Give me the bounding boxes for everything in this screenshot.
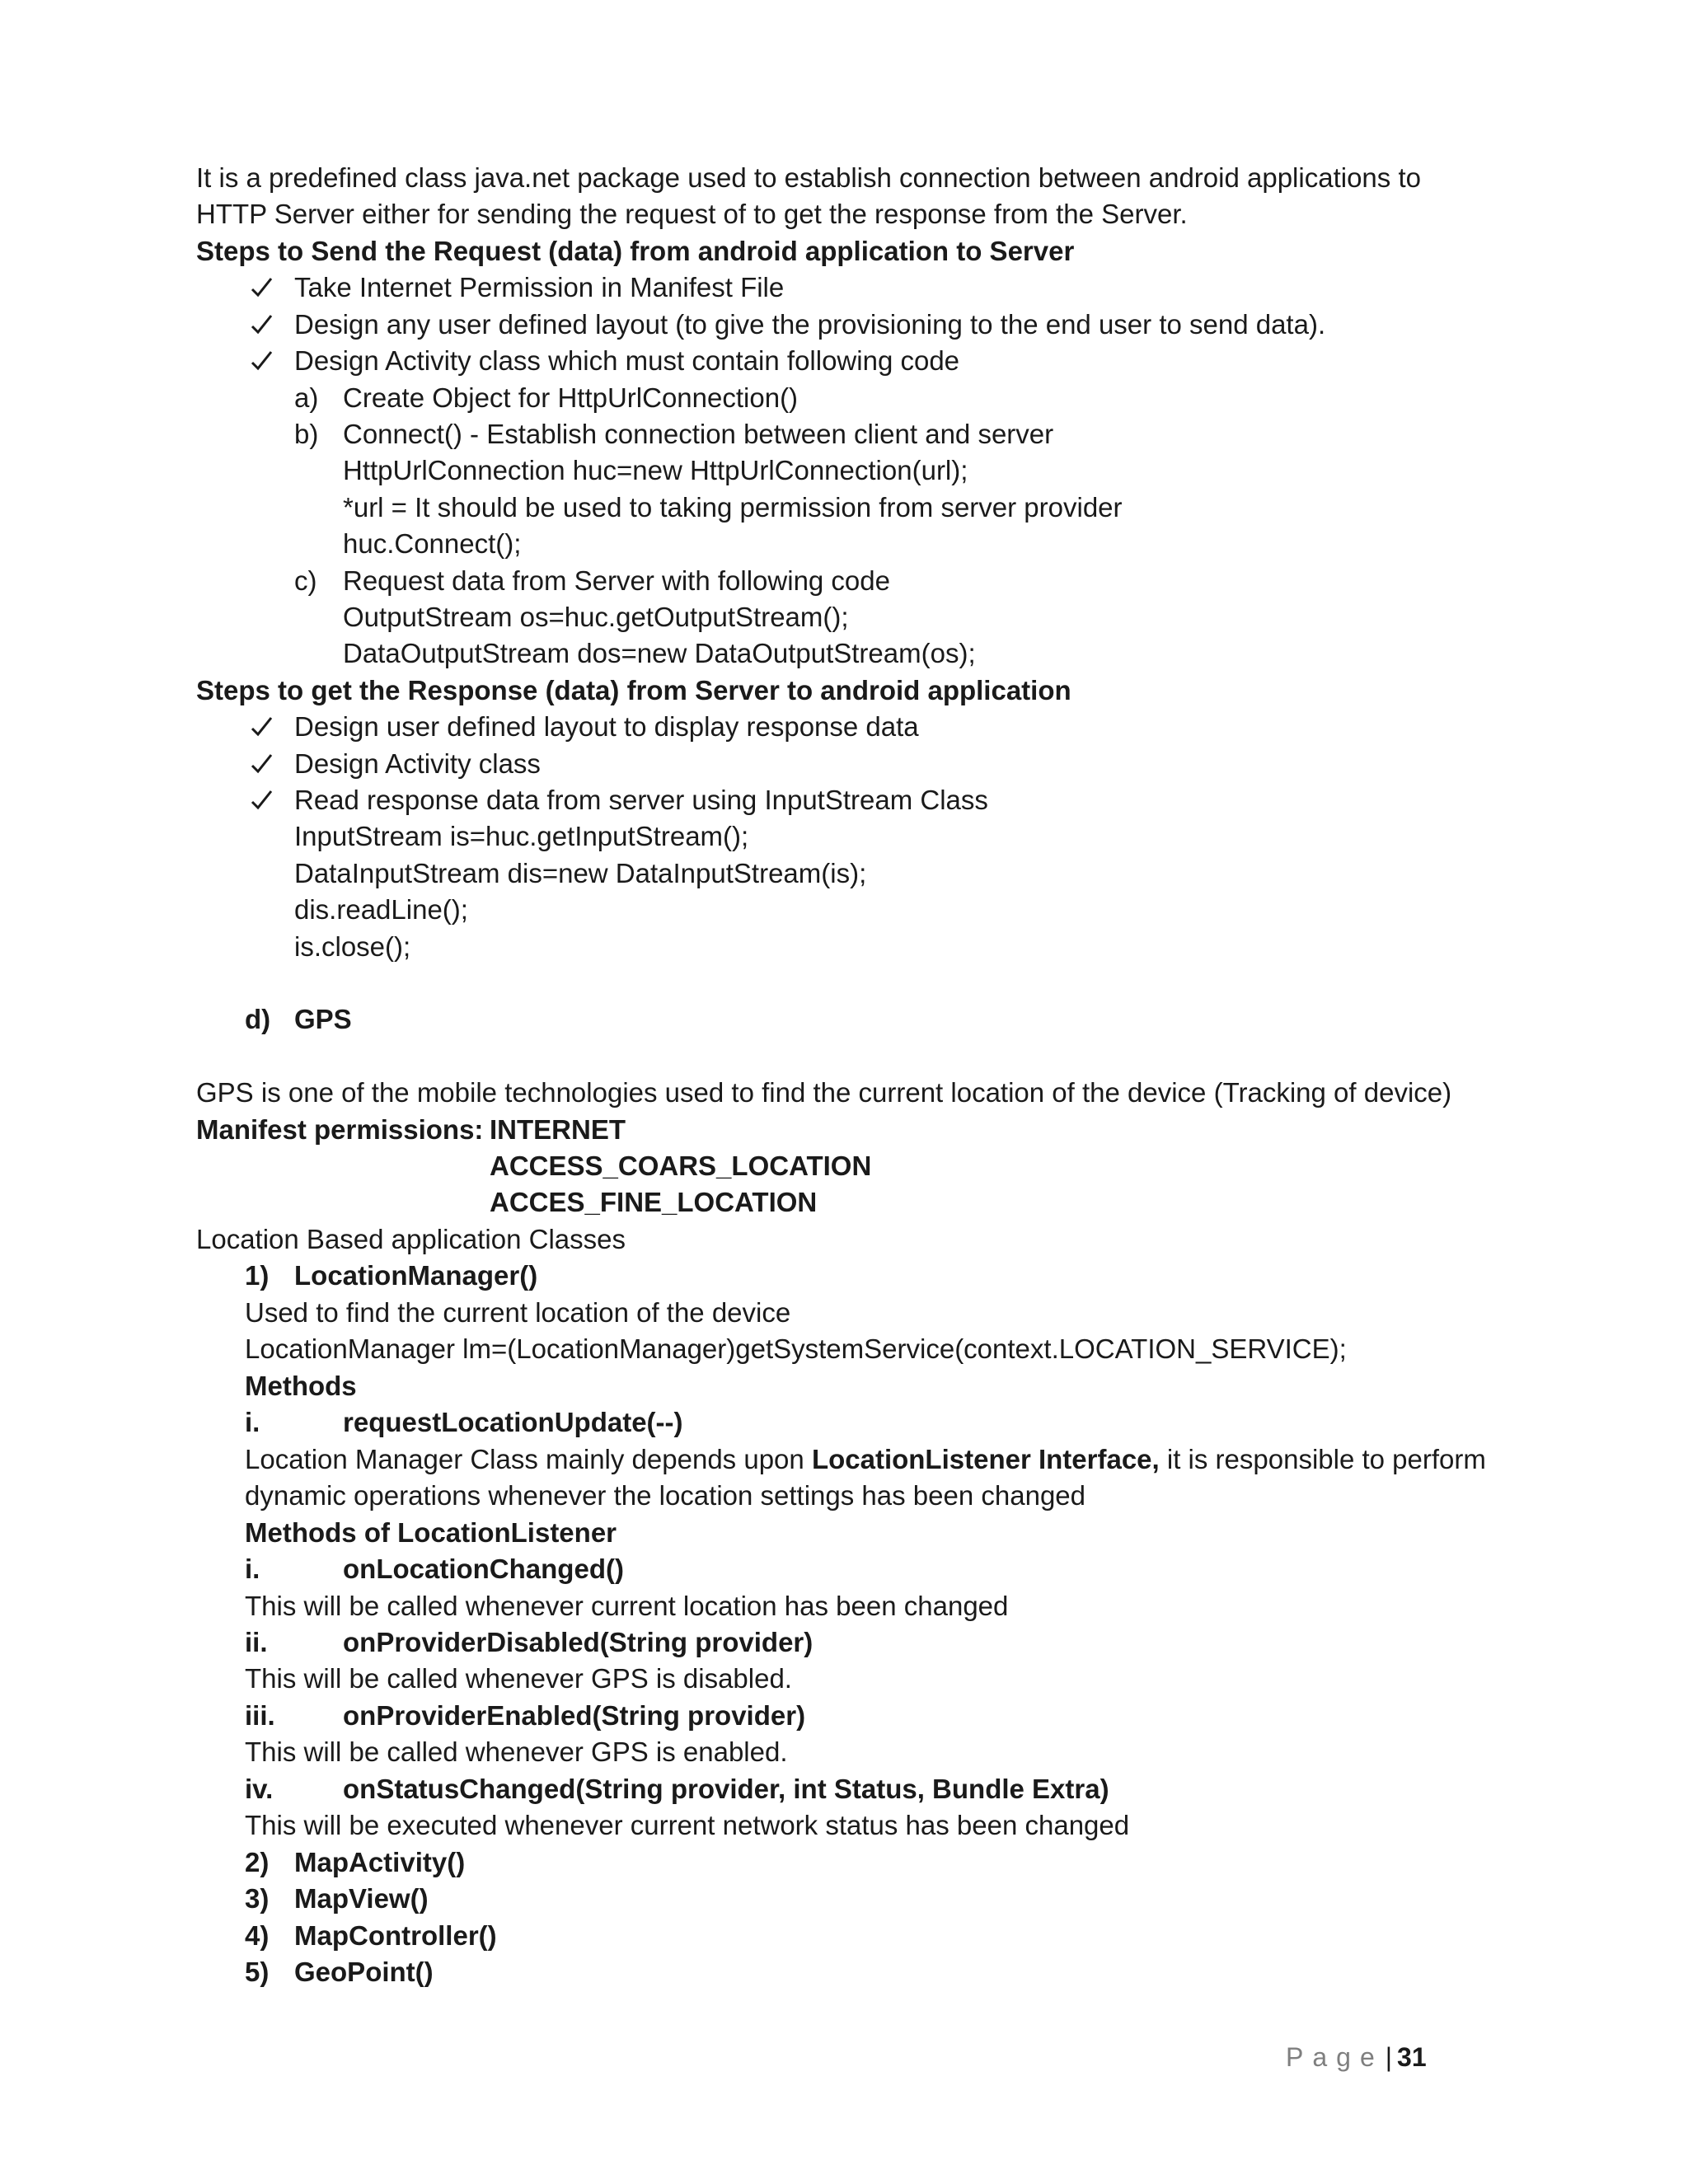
checkmark-icon — [247, 307, 277, 343]
class-name-map-controller: MapController() — [294, 1920, 497, 1951]
substep-c-text: Request data from Server with following code — [343, 565, 890, 596]
response-code-4: is.close(); — [294, 931, 411, 962]
page-label: Page — [1286, 2042, 1384, 2072]
location-manager-code: LocationManager lm=(LocationManager)getSystemService(context.LOCATION_SERVICE); — [245, 1333, 1347, 1364]
response-code-2: DataInputStream dis=new DataInputStream(is); — [294, 858, 867, 888]
class-marker: 4) — [245, 1920, 270, 1951]
substep-marker-a: a) — [294, 382, 319, 413]
method-name-request-location-update: requestLocationUpdate(--) — [343, 1407, 683, 1437]
class-marker: 3) — [245, 1883, 270, 1914]
method-marker: iii. — [245, 1700, 275, 1731]
method-marker: i. — [245, 1554, 260, 1584]
method-name: onStatusChanged(String provider, int Status, Bundle Extra) — [343, 1774, 1109, 1804]
class-marker: 5) — [245, 1957, 270, 1987]
class-marker: 2) — [245, 1847, 270, 1877]
substep-b-code-2: *url = It should be used to taking permission from server provider — [343, 492, 1123, 523]
checkmark-icon — [247, 343, 277, 379]
send-step-2: Design any user defined layout (to give the provisioning to the end user to send data). — [294, 309, 1326, 340]
location-manager-desc-2-cont: dynamic operations whenever the location settings has been changed — [245, 1480, 1086, 1511]
class-name-map-activity: MapActivity() — [294, 1847, 466, 1877]
substep-a-text: Create Object for HttpUrlConnection() — [343, 382, 799, 413]
send-step-3: Design Activity class which must contain following code — [294, 345, 960, 376]
location-manager-desc-2: Location Manager Class mainly depends upon LocationListener Interface, it is responsible to perform — [245, 1444, 1486, 1474]
class-name-map-view: MapView() — [294, 1883, 429, 1914]
permissions-label: Manifest permissions: — [196, 1114, 484, 1145]
response-section-heading: Steps to get the Response (data) from Server to android application — [196, 675, 1071, 705]
method-desc: This will be called whenever GPS is enabled. — [245, 1736, 788, 1767]
location-listener-term: LocationListener Interface, — [811, 1444, 1160, 1474]
substep-b-code-3: huc.Connect(); — [343, 528, 522, 559]
listener-heading: Methods of LocationListener — [245, 1517, 617, 1548]
classes-intro: Location Based application Classes — [196, 1224, 626, 1254]
method-marker: ii. — [245, 1627, 268, 1657]
substep-b-text: Connect() - Establish connection between client and server — [343, 419, 1054, 449]
response-step-3: Read response data from server using InputStream Class — [294, 785, 988, 815]
page-separator: | — [1385, 2042, 1393, 2072]
checkmark-icon — [247, 269, 277, 306]
method-desc: This will be called whenever GPS is disabled. — [245, 1663, 792, 1694]
class-name-geo-point: GeoPoint() — [294, 1957, 434, 1987]
method-marker: i. — [245, 1407, 260, 1437]
permission-item: ACCESS_COARS_LOCATION — [490, 1151, 872, 1181]
intro-line-1: It is a predefined class java.net package used to establish connection between android applications to — [196, 162, 1421, 193]
method-desc: This will be called whenever current location has been changed — [245, 1591, 1009, 1621]
permission-item: INTERNET — [490, 1114, 626, 1145]
response-code-1: InputStream is=huc.getInputStream(); — [294, 821, 749, 851]
intro-line-2: HTTP Server either for sending the request of to get the response from the Server. — [196, 199, 1188, 229]
method-name: onLocationChanged() — [343, 1554, 624, 1584]
methods-heading: Methods — [245, 1371, 357, 1401]
checkmark-icon — [247, 782, 277, 818]
response-step-2: Design Activity class — [294, 748, 541, 779]
method-desc: This will be executed whenever current network status has been changed — [245, 1810, 1130, 1840]
response-step-1: Design user defined layout to display response data — [294, 711, 919, 742]
method-name: onProviderEnabled(String provider) — [343, 1700, 806, 1731]
send-section-heading: Steps to Send the Request (data) from android application to Server — [196, 236, 1075, 266]
checkmark-icon — [247, 746, 277, 782]
class-marker-1: 1) — [245, 1260, 270, 1291]
gps-intro: GPS is one of the mobile technologies used to find the current location of the device (Tracking of device) — [196, 1077, 1452, 1108]
response-code-3: dis.readLine(); — [294, 894, 468, 925]
gps-marker: d) — [245, 1004, 271, 1034]
permission-item: ACCES_FINE_LOCATION — [490, 1187, 818, 1217]
substep-marker-b: b) — [294, 419, 319, 449]
substep-c-code-2: DataOutputStream dos=new DataOutputStream(os); — [343, 638, 976, 668]
substep-c-code-1: OutputStream os=huc.getOutputStream(); — [343, 602, 849, 632]
method-name: onProviderDisabled(String provider) — [343, 1627, 814, 1657]
page-footer — [1286, 2039, 1427, 2075]
method-marker: iv. — [245, 1774, 274, 1804]
location-manager-desc: Used to find the current location of the device — [245, 1297, 791, 1328]
substep-marker-c: c) — [294, 565, 317, 596]
checkmark-icon — [247, 709, 277, 745]
substep-b-code-1: HttpUrlConnection huc=new HttpUrlConnection(url); — [343, 455, 968, 485]
page-number: 31 — [1397, 2042, 1427, 2072]
gps-title: GPS — [294, 1004, 352, 1034]
send-step-1: Take Internet Permission in Manifest File — [294, 272, 785, 302]
location-manager-title: LocationManager() — [294, 1260, 538, 1291]
